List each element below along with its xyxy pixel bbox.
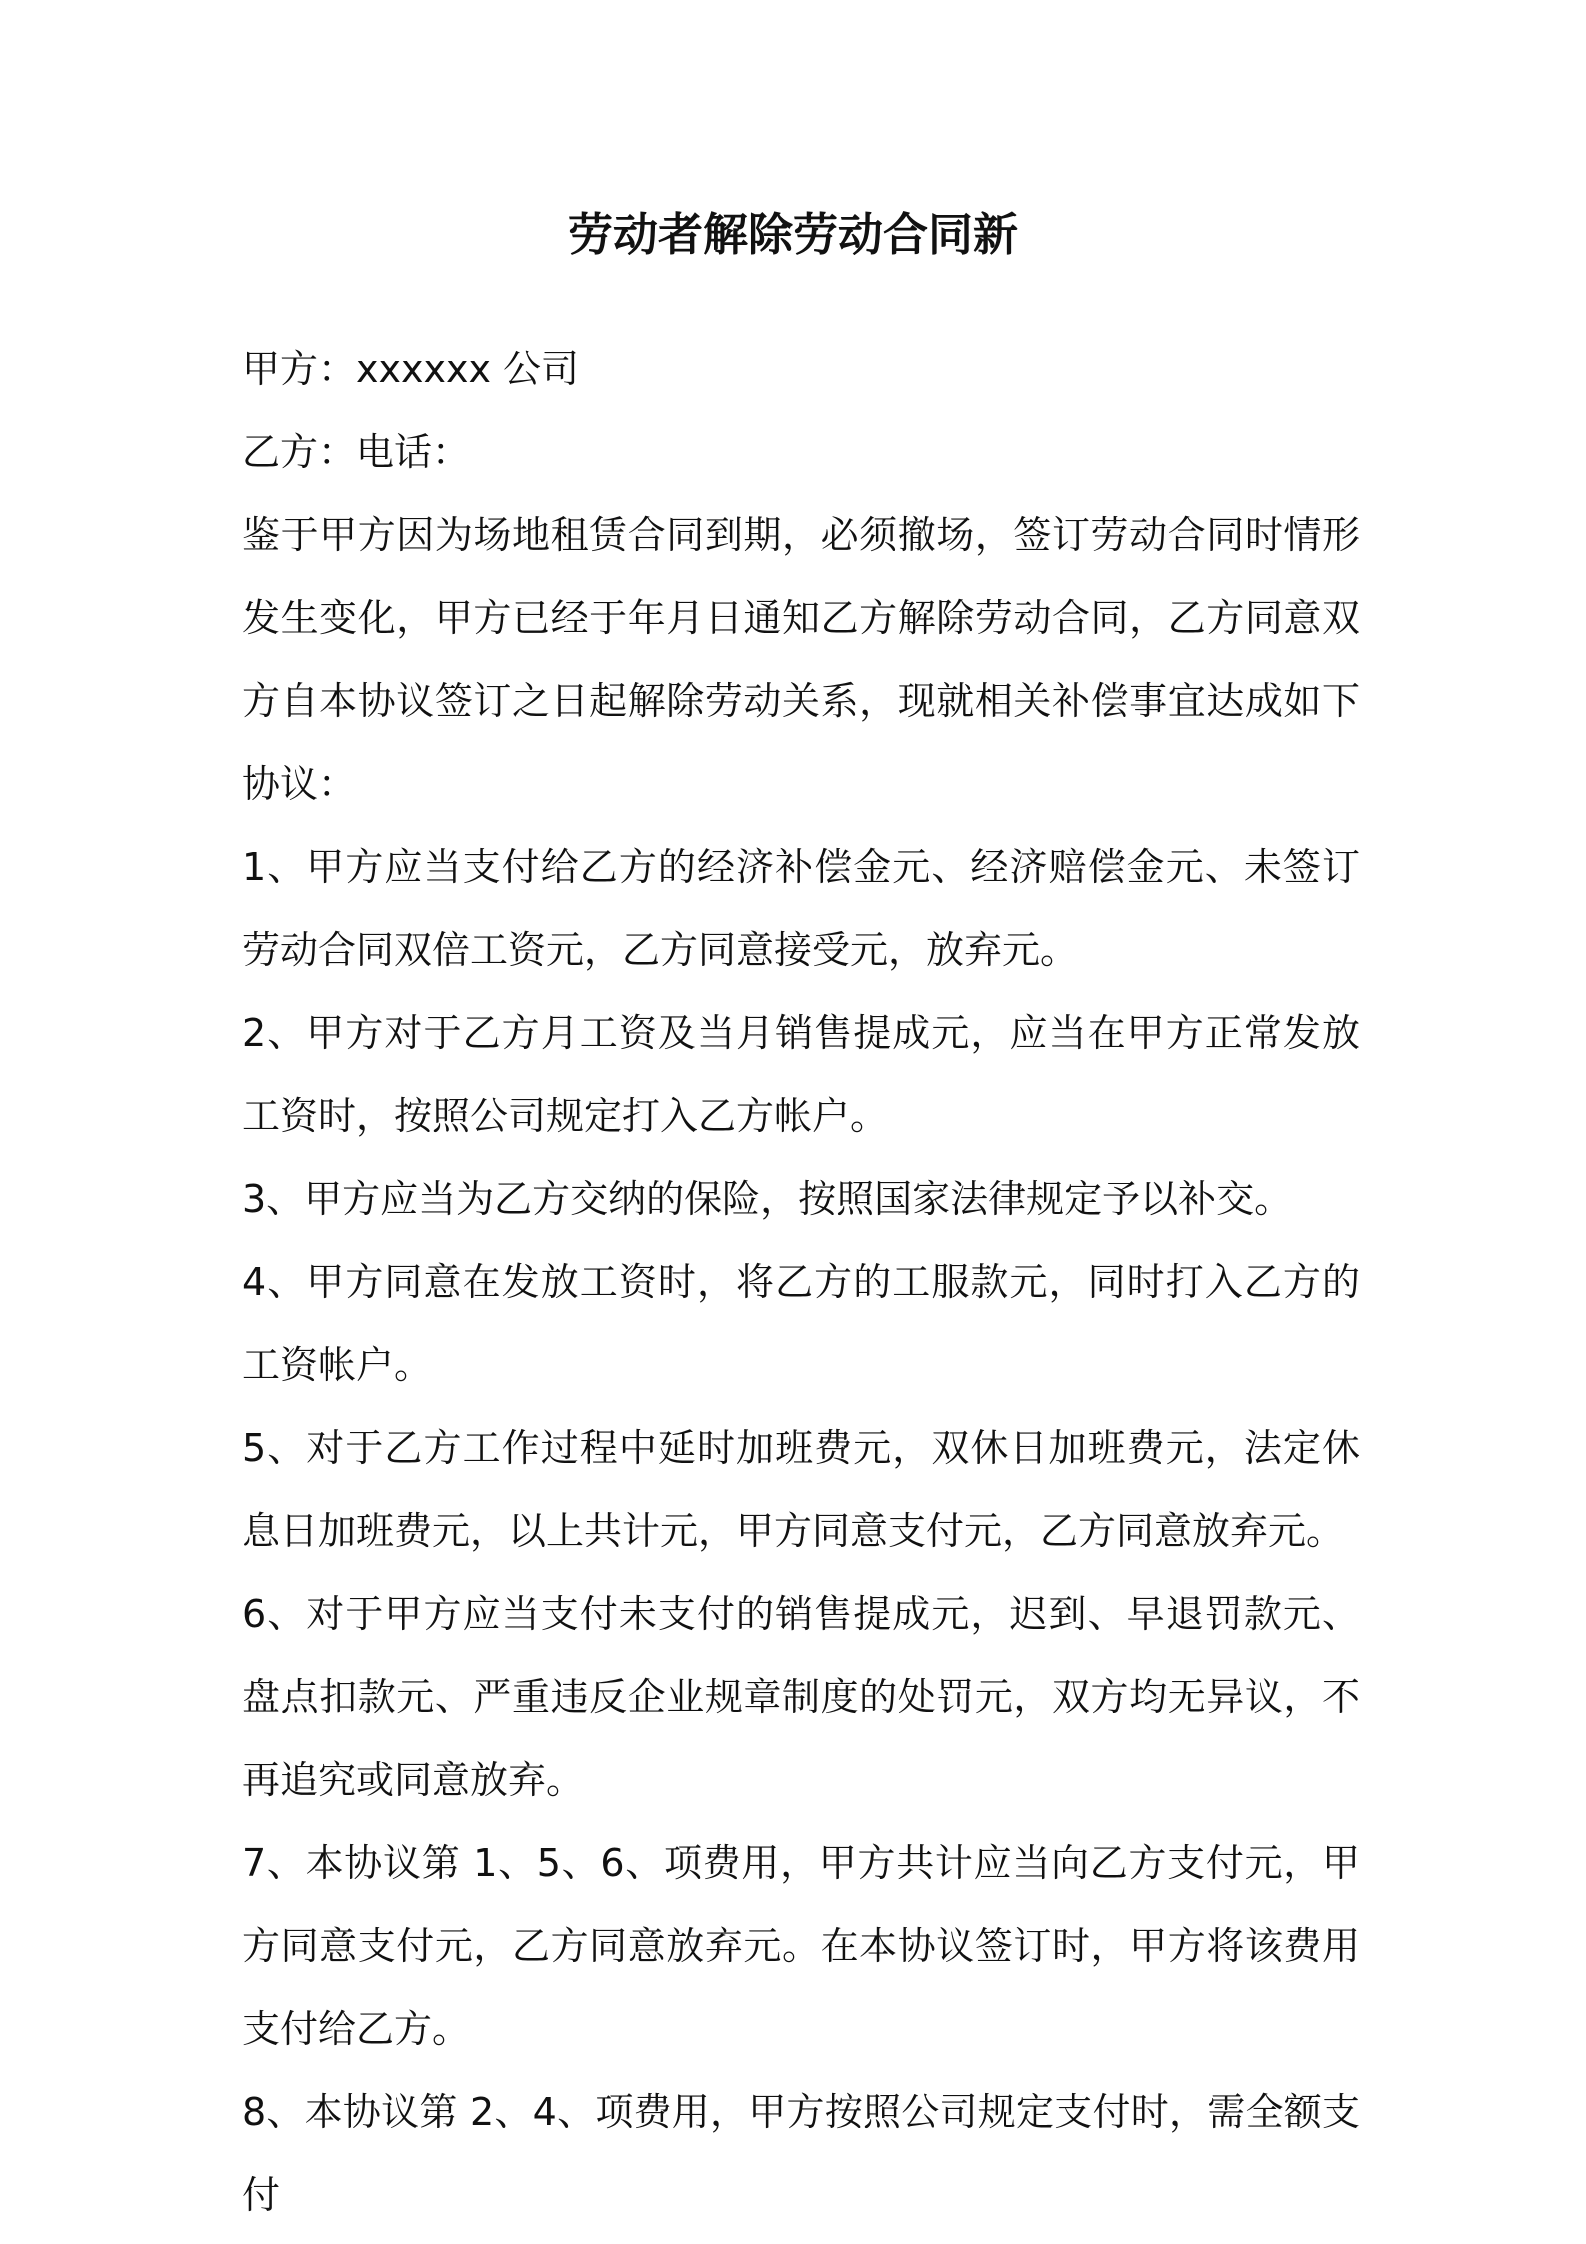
clause-7: 7、本协议第 1、5、6、项费用，甲方共计应当向乙方支付元，甲方同意支付元，乙方同意放弃元。在本协议签订时，甲方将该费用支付给乙方。	[242, 1841, 1360, 2051]
clause-3: 3、甲方应当为乙方交纳的保险，按照国家法律规定予以补交。	[242, 1177, 1293, 1221]
preamble-paragraph: 鉴于甲方因为场地租赁合同到期，必须撤场，签订劳动合同时情形发生变化，甲方已经于年月日通知乙方解除劳动合同，乙方同意双方自本协议签订之日起解除劳动关系，现就相关补偿事宜达成如下协议：	[242, 513, 1360, 806]
party-b-line: 乙方：电话：	[242, 430, 471, 474]
clause-5: 5、对于乙方工作过程中延时加班费元，双休日加班费元，法定休息日加班费元，以上共计元，甲方同意支付元，乙方同意放弃元。	[242, 1426, 1360, 1553]
clause-1: 1、甲方应当支付给乙方的经济补偿金元、经济赔偿金元、未签订劳动合同双倍工资元，乙方同意接受元，放弃元。	[242, 845, 1360, 972]
clause-8: 8、本协议第 2、4、项费用，甲方按照公司规定支付时，需全额支付	[242, 2090, 1360, 2217]
clause-2: 2、甲方对于乙方月工资及当月销售提成元，应当在甲方正常发放工资时，按照公司规定打入乙方帐户。	[242, 1011, 1360, 1138]
document-title: 劳动者解除劳动合同新	[567, 208, 1018, 261]
document-body	[242, 328, 1360, 2237]
clause-6: 6、对于甲方应当支付未支付的销售提成元，迟到、早退罚款元、盘点扣款元、严重违反企业规章制度的处罚元，双方均无异议，不再追究或同意放弃。	[242, 1592, 1360, 1802]
party-a-line: 甲方：xxxxxx 公司	[242, 347, 580, 391]
clause-4: 4、甲方同意在发放工资时，将乙方的工服款元，同时打入乙方的工资帐户。	[242, 1260, 1360, 1387]
